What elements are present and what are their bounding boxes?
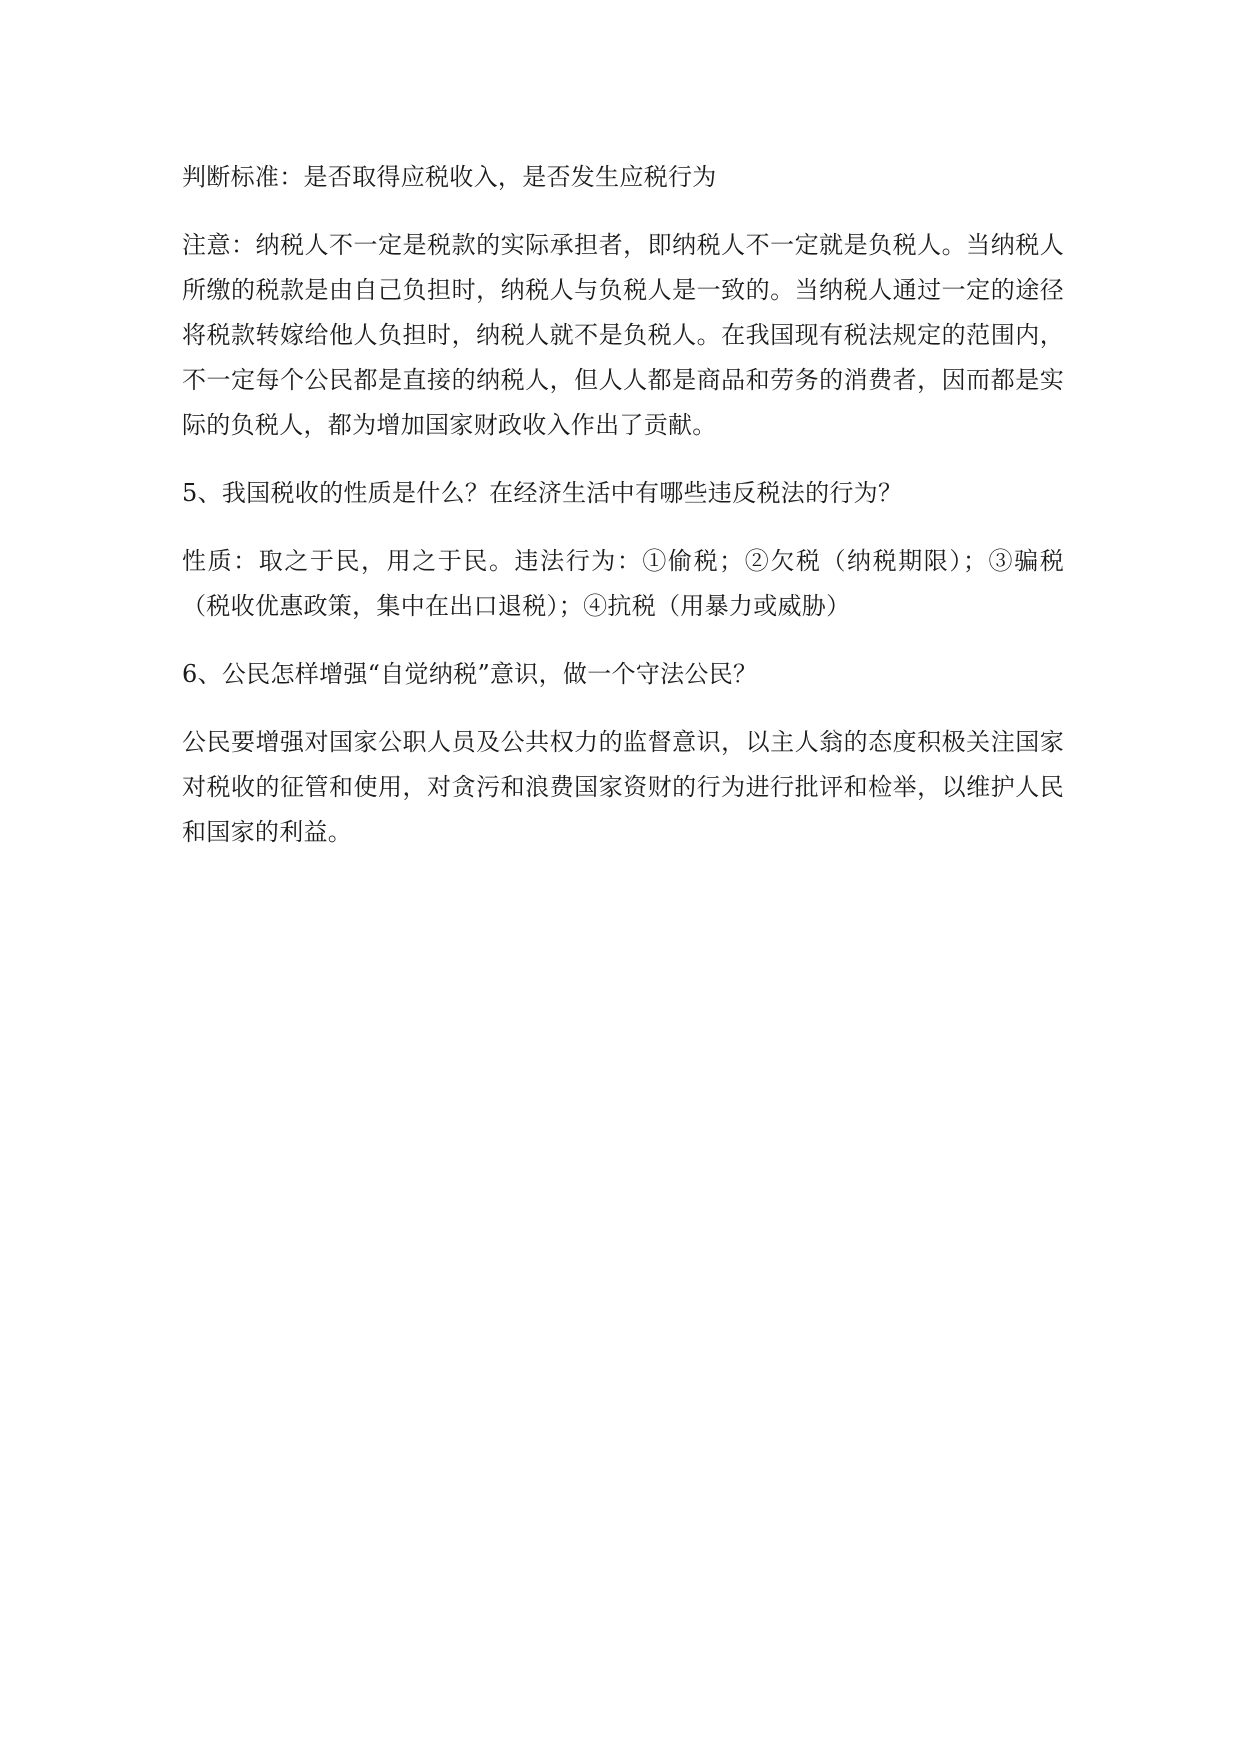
question-6-heading: 6、公民怎样增强“自觉纳税”意识，做一个守法公民？ bbox=[182, 660, 758, 688]
question-5-heading: 5、我国税收的性质是什么？在经济生活中有哪些违反税法的行为？ bbox=[182, 479, 903, 507]
question-6-answer-paragraph: 公民要增强对国家公职人员及公共权力的监督意识，以主人翁的态度积极关注国家对税收的征管和使用，对贪污和浪费国家资财的行为进行批评和检举，以维护人民和国家的利益。 bbox=[182, 728, 1064, 846]
document-body bbox=[182, 155, 1064, 878]
question-5-answer-paragraph: 性质：取之于民，用之于民。违法行为：①偷税；②欠税（纳税期限）；③骗税（税收优惠政策，集中在出口退税）；④抗税（用暴力或威胁） bbox=[182, 547, 1064, 620]
taxpayer-note-paragraph: 注意：纳税人不一定是税款的实际承担者，即纳税人不一定就是负税人。当纳税人所缴的税款是由自己负担时，纳税人与负税人是一致的。当纳税人通过一定的途径将税款转嫁给他人负担时，纳税人就不是负税人。在我国现有税法规定的范围内，不一定每个公民都是直接的纳税人，但人人都是商品和劳务的消费者，因而都是实际的负税人，都为增加国家财政收入作出了贡献。 bbox=[182, 231, 1064, 439]
judgment-criteria-paragraph: 判断标准：是否取得应税收入，是否发生应税行为 bbox=[182, 163, 717, 191]
